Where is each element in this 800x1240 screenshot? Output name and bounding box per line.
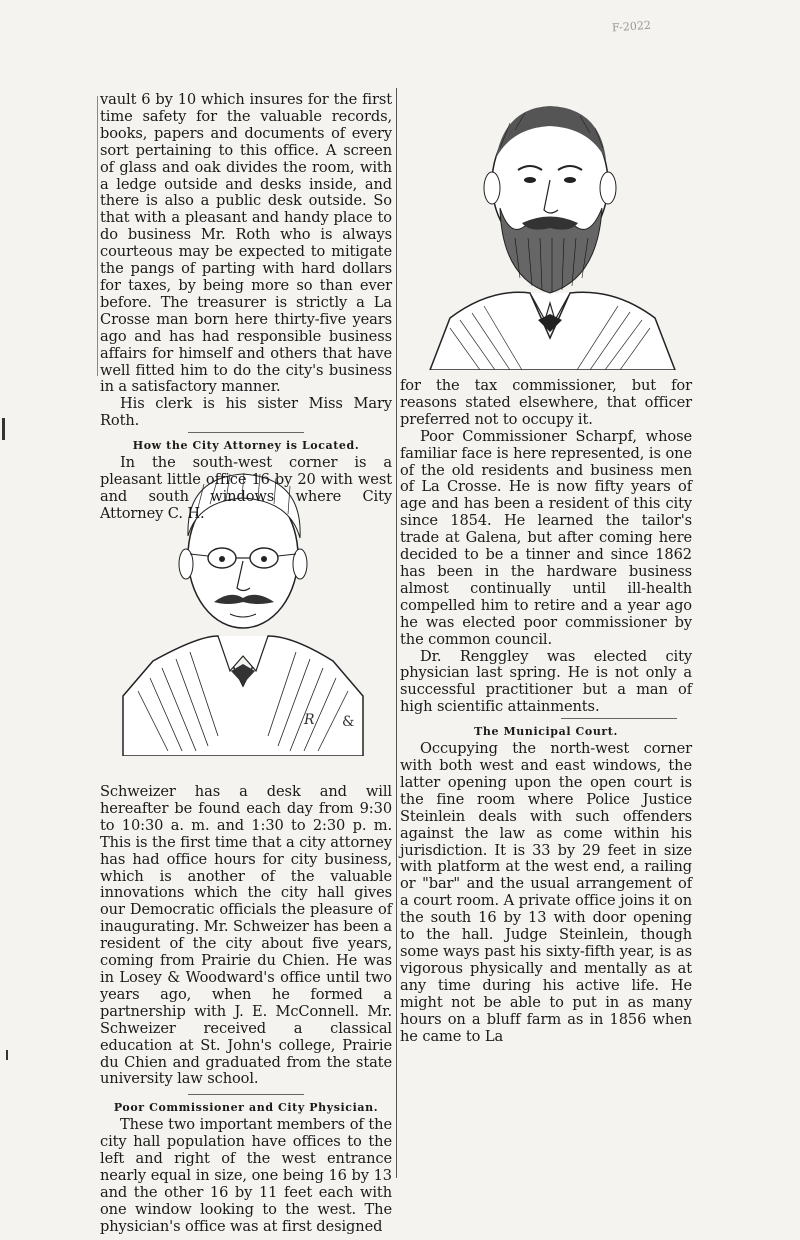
portrait-scharpf [420, 88, 680, 370]
margin-line [97, 96, 98, 376]
divider [561, 718, 678, 719]
svg-text:R: R [304, 712, 315, 728]
margin-mark [6, 1050, 8, 1060]
left-column [100, 92, 392, 523]
left-paragraph-1: vault 6 by 10 which insures for the first time safety for the valuable records, books, papers and documents of every sort pertaining to this office. A screen of glass and oak divides the room, with a ledge outside and desks inside, and there is also a public desk outside. So that with a pleasant and handy place to do business Mr. Roth who is always courteous may be expected to mitigate the pangs of parting with hard dollars for taxes, by being more so than ever before. The treasurer is strictly a La Crosse man born here thirty-five years ago and has had responsible business affairs for himself and others that have well fitted him to do the city's business in a satisfactory manner. [100, 91, 392, 396]
svg-text:&: & [342, 714, 355, 730]
right-column [400, 378, 692, 1045]
margin-mark [2, 418, 5, 440]
heading-poor-commissioner: Poor Commissioner and City Physician. [113, 1101, 379, 1115]
left-paragraph-4: Schweizer has a desk and will hereafter be found each day from 9:30 to 10:30 a. m. and 1:30 to 2:30 p. m. This is the first time that a city attorney has had office hours for city business, which is another of the valuable innovations which the city hall gives our Democratic officials the pleasure of inaugurating. Mr. Schweizer has been a resident of the city about five years, coming from Prairie du Chien. He was in Losey & Woodward's office until two years ago, when he formed a partnership with J. E. McConnell. Mr. Schweizer received a classical education at St. John's college, Prairie du Chien and graduated from the state university law school. [100, 783, 392, 1088]
corner-mark: F-2022 [611, 18, 652, 35]
left-paragraph-3: In the south-west corner is a pleasant little office 16 by 20 with west and south windows where City Attorney C. H. [100, 454, 392, 522]
right-paragraph-3: Dr. Renggley was elected city physician last spring. He is not only a successful practitioner but a man of high scientific attainments. [400, 647, 692, 716]
right-paragraph-1: for the tax commissioner, but for reasons stated elsewhere, that officer preferred not to occupy it. [400, 377, 692, 428]
left-column-lower [100, 784, 392, 1236]
left-paragraph-2: His clerk is his sister Miss Mary Roth. [100, 395, 392, 430]
heading-city-attorney: How the City Attorney is Located. [132, 439, 360, 453]
heading-municipal-court: The Municipal Court. [474, 725, 618, 739]
column-divider [396, 88, 397, 1178]
right-paragraph-4: Occupying the north-west corner with both west and east windows, the latter opening upon the open court is the fine room where Police Justice Steinlein deals with such offenders against the law as come within his jurisdiction. It is 33 by 29 feet in size with platform at the west end, a railing or "bar" and the usual arrangement of a court room. A private office joins it on the south 16 by 13 with door opening to the hall. Judge Steinlein, though some ways past his sixty-fifth year, is as vigorous physically and mentally as at any time during his active life. He might not be able to put in as many hours on a bluff farm as in 1856 when he came to La [400, 740, 692, 1045]
divider [188, 432, 305, 433]
left-paragraph-5: These two important members of the city hall population have offices to the left and right of the west entrance nearly equal in size, one being 16 by 13 and the other 16 by 11 feet each with one window looking to the west. The physician's office was at first designed [100, 1116, 392, 1235]
right-paragraph-2: Poor Commissioner Scharpf, whose familiar face is here represented, is one of the old residents and business men of La Crosse. He is now fifty years of age and has been a resident of this city since 1854. He learned the tailor's trade at Galena, but after coming here decided to be a tinner and since 1862 has been in the hardware business almost continually until ill-health compelled him to retire and a year ago he was elected poor commissioner by the common council. [400, 427, 692, 648]
divider [188, 1094, 305, 1095]
